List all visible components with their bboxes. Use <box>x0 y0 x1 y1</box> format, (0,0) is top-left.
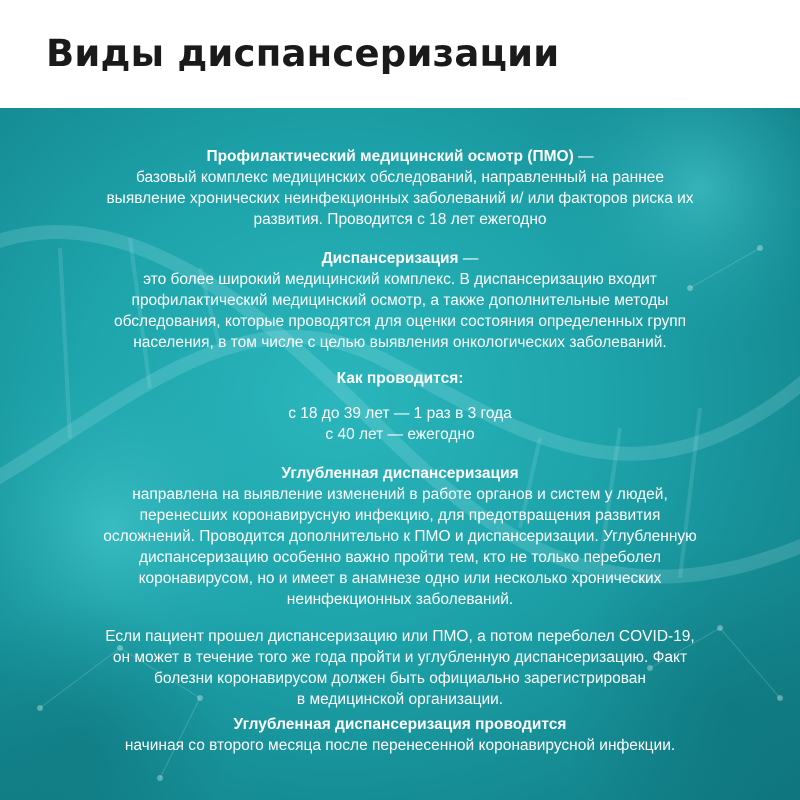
section-covid-line: он может в течение того же года пройти и углубленную диспансеризацию. Факт <box>112 649 688 666</box>
section-covid <box>40 626 760 710</box>
section-dispanserizatsiya <box>40 248 760 353</box>
section-disp-line: обследования, которые проводятся для оценки состояния определенных групп <box>113 313 687 330</box>
section-deep-heading: Углубленная диспансеризация <box>281 465 519 482</box>
schedule-list <box>40 403 760 445</box>
section-disp-heading: Диспансеризация <box>321 250 459 267</box>
section-deep-line: перенесших коронавирусную инфекцию, для предотвращения развития <box>139 507 661 524</box>
section-disp-dash: — <box>458 250 479 267</box>
section-disp-title-line <box>40 248 760 269</box>
section-how-heading: Как проводится: <box>336 370 464 387</box>
header <box>0 0 800 108</box>
page-title: Виды диспансеризации <box>46 32 560 75</box>
section-when <box>40 714 760 756</box>
section-disp-line: профилактический медицинский осмотр, а также дополнительные методы <box>131 292 669 309</box>
schedule-item: с 40 лет — ежегодно <box>325 426 475 443</box>
section-covid-line: Если пациент прошел диспансеризацию или ПМО, а потом переболел COVID-19, <box>105 628 695 645</box>
section-pmo-line: выявление хронических неинфекционных заболеваний и/ или факторов риска их <box>106 190 694 207</box>
section-pmo-line: развития. Проводится с 18 лет ежегодно <box>253 211 547 228</box>
section-disp-line: это более широкий медицинский комплекс. В диспансеризацию входит <box>143 271 657 288</box>
schedule-item: с 18 до 39 лет — 1 раз в 3 года <box>288 405 512 422</box>
teal-content-panel <box>0 108 800 800</box>
section-covid-line: болезни коронавирусом должен быть официально зарегистрирован <box>154 670 646 687</box>
section-deep-dispanserizatsiya <box>40 463 760 610</box>
section-deep-line: осложнений. Проводится дополнительно к ПМО и диспансеризации. Углубленную <box>103 528 697 545</box>
section-covid-line: в медицинской организации. <box>296 691 504 708</box>
section-pmo-dash: — <box>573 148 594 165</box>
section-deep-line: коронавирусом, но и имеет в анамнезе одно или несколько хронических <box>138 570 662 587</box>
section-disp-line: населения, в том числе с целью выявления онкологических заболеваний. <box>133 334 667 351</box>
section-pmo-title-line <box>40 146 760 167</box>
section-pmo <box>40 146 760 230</box>
section-when-line: начиная со второго месяца после перенесенной коронавирусной инфекции. <box>124 737 676 754</box>
section-deep-line: направлена на выявление изменений в работе органов и систем у людей, <box>132 486 668 503</box>
section-pmo-heading: Профилактический медицинский осмотр (ПМО) <box>206 148 574 165</box>
section-deep-line: диспансеризацию особенно важно пройти тем, кто не только переболел <box>138 549 662 566</box>
section-how <box>40 368 760 445</box>
section-pmo-line: базовый комплекс медицинских обследований, направленный на раннее <box>135 169 665 186</box>
section-when-heading: Углубленная диспансеризация проводится <box>233 716 567 733</box>
section-deep-line: неинфекционных заболеваний. <box>286 591 514 608</box>
